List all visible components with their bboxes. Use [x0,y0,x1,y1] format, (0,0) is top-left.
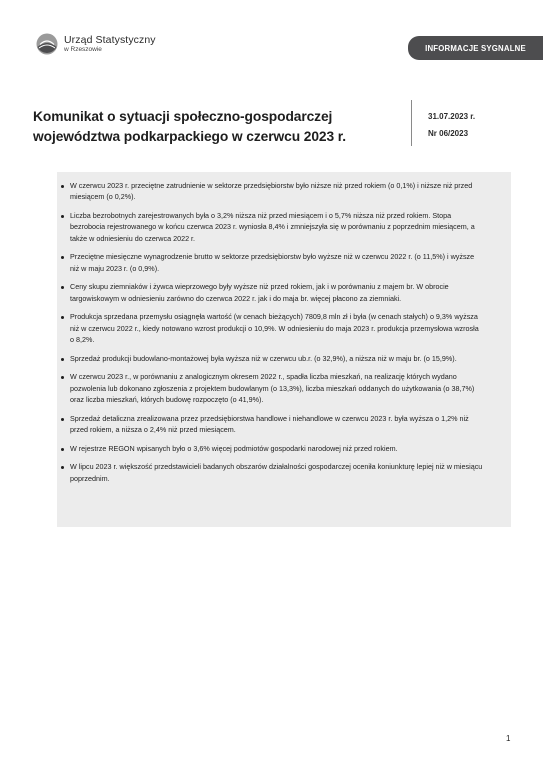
list-item: Sprzedaż produkcji budowlano-montażowej była wyższa niż w czerwcu ub.r. (o 32,9%), a niższa niż w maju br. (o 15,9%). [57,353,483,364]
list-item: Przeciętne miesięczne wynagrodzenie brutto w sektorze przedsiębiorstw było wyższe niż w czerwcu 2022 r. (o 11,5%) i wyższe niż w maju 2023 r. (o 0,9%). [57,251,483,274]
list-item: Ceny skupu ziemniaków i żywca wieprzowego były wyższe niż przed rokiem, jak i w porównaniu z majem br. W obrocie targowiskowym w odniesieniu zarówno do czerwca 2022 r. jak i do maja br. więcej płacono za ziemniaki. [57,281,483,304]
list-item: W czerwcu 2023 r. przeciętne zatrudnienie w sektorze przedsiębiorstw było niższe niż przed rokiem (o 0,1%) i niższe niż przed miesiącem (o 0,2%). [57,180,483,203]
list-item: W lipcu 2023 r. większość przedstawicieli badanych obszarów działalności gospodarczej oceniła koniunkturę lepiej niż w miesiącu poprzednim. [57,461,483,484]
page-number: 1 [506,734,511,743]
informacje-sygnalne-badge: INFORMACJE SYGNALNE [408,36,543,60]
document-meta [428,108,475,142]
publication-number: Nr 06/2023 [428,129,469,138]
summary-list [57,172,511,484]
title-line-2: województwa podkarpackiego w czerwcu 2023 r. [33,129,347,144]
logo-mark-icon [36,33,58,55]
page-title [33,107,398,147]
logo-sub: w Rzeszowie [64,46,102,53]
title-line-1: Komunikat o sytuacji społeczno-gospodarczej [33,109,333,124]
summary-panel [57,172,511,527]
logo [36,33,156,55]
list-item: W rejestrze REGON wpisanych było o 3,6% więcej podmiotów gospodarki narodowej niż przed rokiem. [57,443,483,454]
list-item: Liczba bezrobotnych zarejestrowanych była o 3,2% niższa niż przed miesiącem i o 5,7% niższa niż przed rokiem. Stopa bezrobocia rejestrowanego w końcu czerwca 2023 r. wyniosła 8,4% i zmniejszyła się w porównaniu z poprzednim miesiącem, a także w odniesieniu do czerwca 2022 r. [57,210,483,244]
publication-date: 31.07.2023 r. [428,112,476,121]
list-item: Produkcja sprzedana przemysłu osiągnęła wartość (w cenach bieżących) 7809,8 mln zł i była (w cenach stałych) o 9,3% wyższa niż w czerwcu 2022 r., kiedy notowano wzrost produkcji o 10,9%. W odniesieniu do maja 2023 r. produkcja przemysłowa wzrosła o 8,2%. [57,311,483,345]
list-item: W czerwcu 2023 r., w porównaniu z analogicznym okresem 2022 r., spadła liczba mieszkań, na realizację których wydano pozwolenia lub dokonano zgłoszenia z projektem budowlanym (o 13,3%), liczba mieszkań oddanych do użytkowania (o 38,7%) oraz liczba mieszkań, których budowę rozpoczęto (o 41,9%). [57,371,483,405]
logo-name: Urząd Statystyczny [64,33,156,46]
list-item: Sprzedaż detaliczna zrealizowana przez przedsiębiorstwa handlowe i niehandlowe w czerwcu 2023 r. była wyższa o 1,2% niż przed rokiem, a niższa o 2,4% niż przed miesiącem. [57,413,483,436]
header-divider [411,100,412,146]
